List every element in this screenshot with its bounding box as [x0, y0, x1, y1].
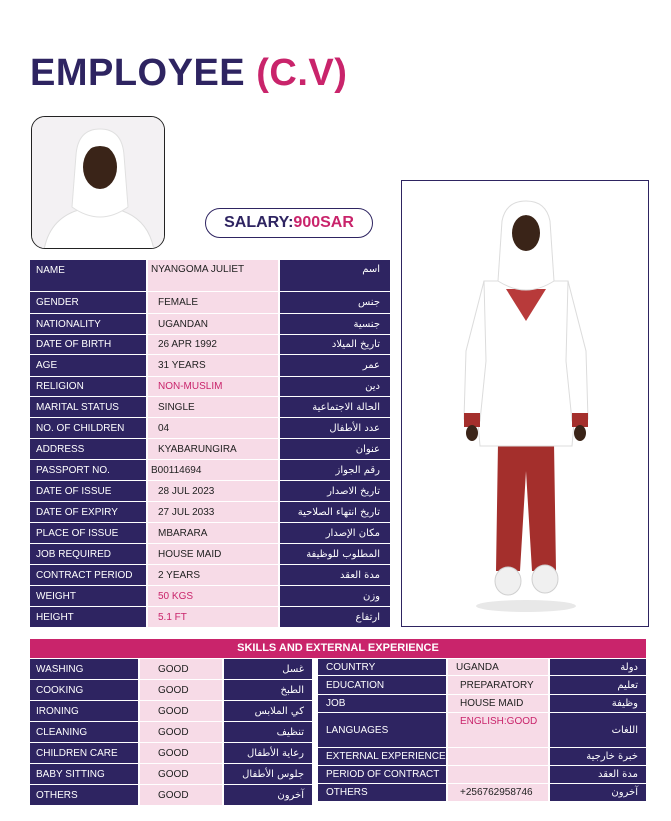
skill-value: GOOD: [140, 785, 222, 805]
skill-label: COOKING: [30, 680, 138, 700]
dob-arabic: تاريخ الميلاد: [280, 335, 390, 354]
experience-value: HOUSE MAID: [448, 695, 548, 712]
title-main: EMPLOYEE: [30, 52, 246, 94]
passport-photo: [31, 116, 165, 249]
contract-value: 2 YEARS: [148, 565, 278, 585]
experience-value: [448, 766, 548, 783]
nationality-arabic: جنسية: [280, 314, 390, 334]
experience-arabic: دولة: [550, 659, 646, 675]
expiry-arabic: تاريخ انتهاء الصلاحية: [280, 502, 390, 522]
place-issue-value: MBARARA: [148, 523, 278, 543]
issue-date-arabic: تاريخ الاصدار: [280, 481, 390, 501]
skill-label: IRONING: [30, 701, 138, 721]
height-arabic: ارتفاع: [280, 607, 390, 627]
weight-value: 50 KGS: [148, 586, 278, 606]
weight-label: WEIGHT: [30, 586, 146, 606]
skill-value: GOOD: [140, 680, 222, 700]
children-arabic: عدد الأطفال: [280, 418, 390, 438]
skill-row: [30, 722, 312, 743]
address-arabic: عنوان: [280, 439, 390, 459]
salary-badge: [205, 208, 373, 238]
salary-value: 900SAR: [293, 214, 354, 231]
experience-label: COUNTRY: [318, 659, 446, 675]
row-contract: [30, 565, 390, 586]
marital-arabic: الحالة الاجتماعية: [280, 397, 390, 417]
skill-label: CLEANING: [30, 722, 138, 742]
gender-label: GENDER: [30, 292, 146, 313]
religion-label: RELIGION: [30, 377, 146, 396]
age-label: AGE: [30, 355, 146, 376]
height-label: HEIGHT: [30, 607, 146, 627]
row-address: [30, 439, 390, 460]
nationality-label: NATIONALITY: [30, 314, 146, 334]
job-value: HOUSE MAID: [148, 544, 278, 564]
row-issue-date: [30, 481, 390, 502]
marital-value: SINGLE: [148, 397, 278, 417]
experience-row: [318, 766, 646, 784]
age-arabic: عمر: [280, 355, 390, 376]
experience-arabic: وظيفة: [550, 695, 646, 712]
nationality-value: UGANDAN: [148, 314, 278, 334]
experience-value: +256762958746: [448, 784, 548, 801]
skills-section-header: SKILLS AND EXTERNAL EXPERIENCE: [30, 639, 646, 658]
skill-label: BABY SITTING: [30, 764, 138, 784]
name-value: NYANGOMA JULIET: [148, 260, 278, 291]
row-expiry: [30, 502, 390, 523]
age-value: 31 YEARS: [148, 355, 278, 376]
weight-arabic: وزن: [280, 586, 390, 606]
passport-label: PASSPORT NO.: [30, 460, 146, 480]
salary-label: SALARY:: [224, 214, 294, 231]
skill-row: [30, 701, 312, 722]
experience-label: JOB: [318, 695, 446, 712]
contract-label: CONTRACT PERIOD: [30, 565, 146, 585]
row-dob: [30, 335, 390, 355]
skill-row: [30, 743, 312, 764]
children-label: NO. OF CHILDREN: [30, 418, 146, 438]
row-job: [30, 544, 390, 565]
contract-arabic: مدة العقد: [280, 565, 390, 585]
skill-row: [30, 659, 312, 680]
experience-value: ENGLISH:GOOD: [448, 713, 548, 747]
job-arabic: المطلوب للوظيفة: [280, 544, 390, 564]
passport-value: B00114694: [148, 460, 278, 480]
experience-value: UGANDA: [448, 659, 548, 675]
experience-row: [318, 659, 646, 676]
experience-label: EXTERNAL EXPERIENCE: [318, 748, 446, 765]
experience-row: [318, 695, 646, 713]
row-place-issue: [30, 523, 390, 544]
experience-row: [318, 713, 646, 748]
row-height: [30, 607, 390, 628]
experience-arabic: اللغات: [550, 713, 646, 747]
skill-arabic: كي الملابس: [224, 701, 312, 721]
place-issue-label: PLACE OF ISSUE: [30, 523, 146, 543]
skill-row: [30, 764, 312, 785]
experience-value: [448, 748, 548, 765]
dob-value: 26 APR 1992: [148, 335, 278, 354]
name-label: NAME: [30, 260, 146, 291]
title-accent: (C.V): [256, 52, 348, 94]
experience-row: [318, 748, 646, 766]
experience-value: PREPARATORY: [448, 676, 548, 694]
skills-table: [30, 659, 312, 806]
skill-value: GOOD: [140, 722, 222, 742]
skill-arabic: غسل: [224, 659, 312, 679]
expiry-label: DATE OF EXPIRY: [30, 502, 146, 522]
gender-arabic: جنس: [280, 292, 390, 313]
skill-row: [30, 680, 312, 701]
gender-value: FEMALE: [148, 292, 278, 313]
row-passport: [30, 460, 390, 481]
row-age: [30, 355, 390, 377]
skill-arabic: الطبخ: [224, 680, 312, 700]
issue-date-label: DATE OF ISSUE: [30, 481, 146, 501]
marital-label: MARITAL STATUS: [30, 397, 146, 417]
experience-arabic: تعليم: [550, 676, 646, 694]
skill-value: GOOD: [140, 764, 222, 784]
skill-arabic: جلوس الأطفال: [224, 764, 312, 784]
job-label: JOB REQUIRED: [30, 544, 146, 564]
issue-date-value: 28 JUL 2023: [148, 481, 278, 501]
skill-label: OTHERS: [30, 785, 138, 805]
row-children: [30, 418, 390, 439]
row-marital: [30, 397, 390, 418]
personal-info-table: [30, 260, 390, 628]
passport-arabic: رقم الجواز: [280, 460, 390, 480]
address-value: KYABARUNGIRA: [148, 439, 278, 459]
experience-row: [318, 784, 646, 802]
skill-arabic: رعاية الأطفال: [224, 743, 312, 763]
experience-label: PERIOD OF CONTRACT: [318, 766, 446, 783]
expiry-value: 27 JUL 2033: [148, 502, 278, 522]
skill-row: [30, 785, 312, 806]
skill-value: GOOD: [140, 659, 222, 679]
experience-row: [318, 676, 646, 695]
children-value: 04: [148, 418, 278, 438]
name-arabic: اسم: [280, 260, 390, 291]
row-nationality: [30, 314, 390, 335]
place-issue-arabic: مكان الإصدار: [280, 523, 390, 543]
dob-label: DATE OF BIRTH: [30, 335, 146, 354]
height-value: 5.1 FT: [148, 607, 278, 627]
experience-arabic: مدة العقد: [550, 766, 646, 783]
experience-table: [318, 659, 646, 802]
skill-arabic: آخرون: [224, 785, 312, 805]
skill-label: WASHING: [30, 659, 138, 679]
religion-arabic: دين: [280, 377, 390, 396]
full-body-photo: [401, 180, 649, 627]
skill-value: GOOD: [140, 701, 222, 721]
skill-label: CHILDREN CARE: [30, 743, 138, 763]
row-gender: [30, 292, 390, 314]
experience-label: LANGUAGES: [318, 713, 446, 747]
row-religion: [30, 377, 390, 397]
skill-value: GOOD: [140, 743, 222, 763]
religion-value: NON-MUSLIM: [148, 377, 278, 396]
row-name: [30, 260, 390, 292]
experience-label: EDUCATION: [318, 676, 446, 694]
experience-label: OTHERS: [318, 784, 446, 801]
skill-arabic: تنظيف: [224, 722, 312, 742]
row-weight: [30, 586, 390, 607]
experience-arabic: آخرون: [550, 784, 646, 801]
page-title: [30, 52, 347, 95]
address-label: ADDRESS: [30, 439, 146, 459]
experience-arabic: خبرة خارجية: [550, 748, 646, 765]
